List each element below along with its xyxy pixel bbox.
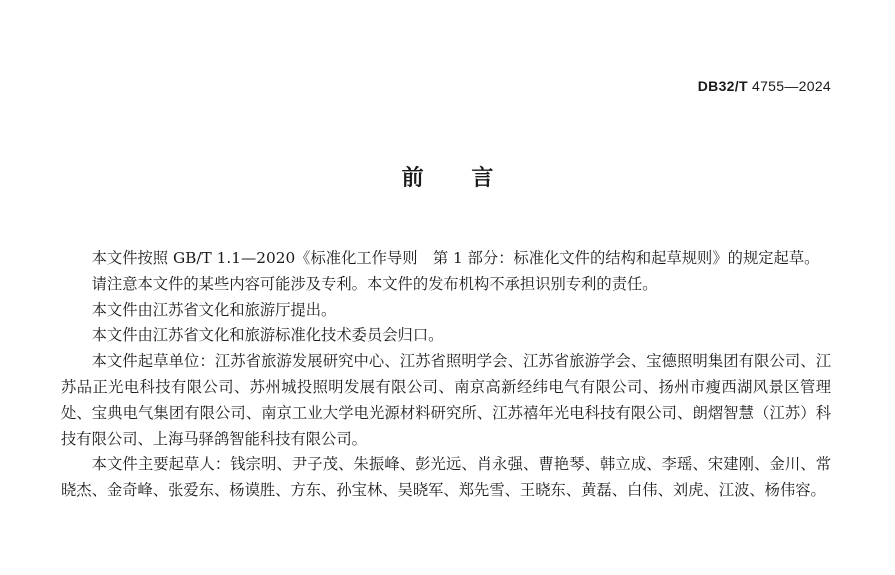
standard-code-prefix: DB32/T — [697, 78, 748, 94]
foreword-body — [61, 246, 831, 504]
standard-code-number: 4755—2024 — [747, 78, 831, 94]
page-title: 前 言 — [401, 166, 494, 191]
paragraph-drafting-rule: 本文件按照 GB/T 1.1—2020《标准化工作导则 第 1 部分：标准化文件的结构和起草规则》的规定起草。 — [91, 249, 820, 267]
paragraph-committee: 本文件由江苏省文化和旅游标准化技术委员会归口。 — [91, 326, 444, 345]
paragraph-patent-notice: 请注意本文件的某些内容可能涉及专利。本文件的发布机构不承担识别专利的责任。 — [91, 274, 658, 293]
standard-code — [698, 78, 831, 94]
paragraph-drafting-units: 本文件起草单位：江苏省旅游发展研究中心、江苏省照明学会、江苏省旅游学会、宝德照明集团有限公司、江苏品正光电科技有限公司、苏州城投照明发展有限公司、南京高新经纬电气有限公司、扬州市瘦西湖风景区管理处、宝典电气集团有限公司、南京工业大学电光源材料研究所、江苏禧年光电科技有限公司、朗熠智慧（江苏）科技有限公司、上海马驿鸽智能科技有限公司。 — [61, 352, 831, 448]
paragraph-proposer: 本文件由江苏省文化和旅游厅提出。 — [91, 300, 337, 319]
paragraph-main-drafters: 本文件主要起草人：钱宗明、尹子茂、朱振峰、彭光远、肖永强、曹艳琴、韩立成、李瑶、宋建刚、金川、常晓杰、金奇峰、张爱东、杨谟胜、方东、孙宝林、吴晓军、郑先雪、王晓东、黄磊、白伟、刘虎、江波、杨伟容。 — [61, 455, 831, 500]
